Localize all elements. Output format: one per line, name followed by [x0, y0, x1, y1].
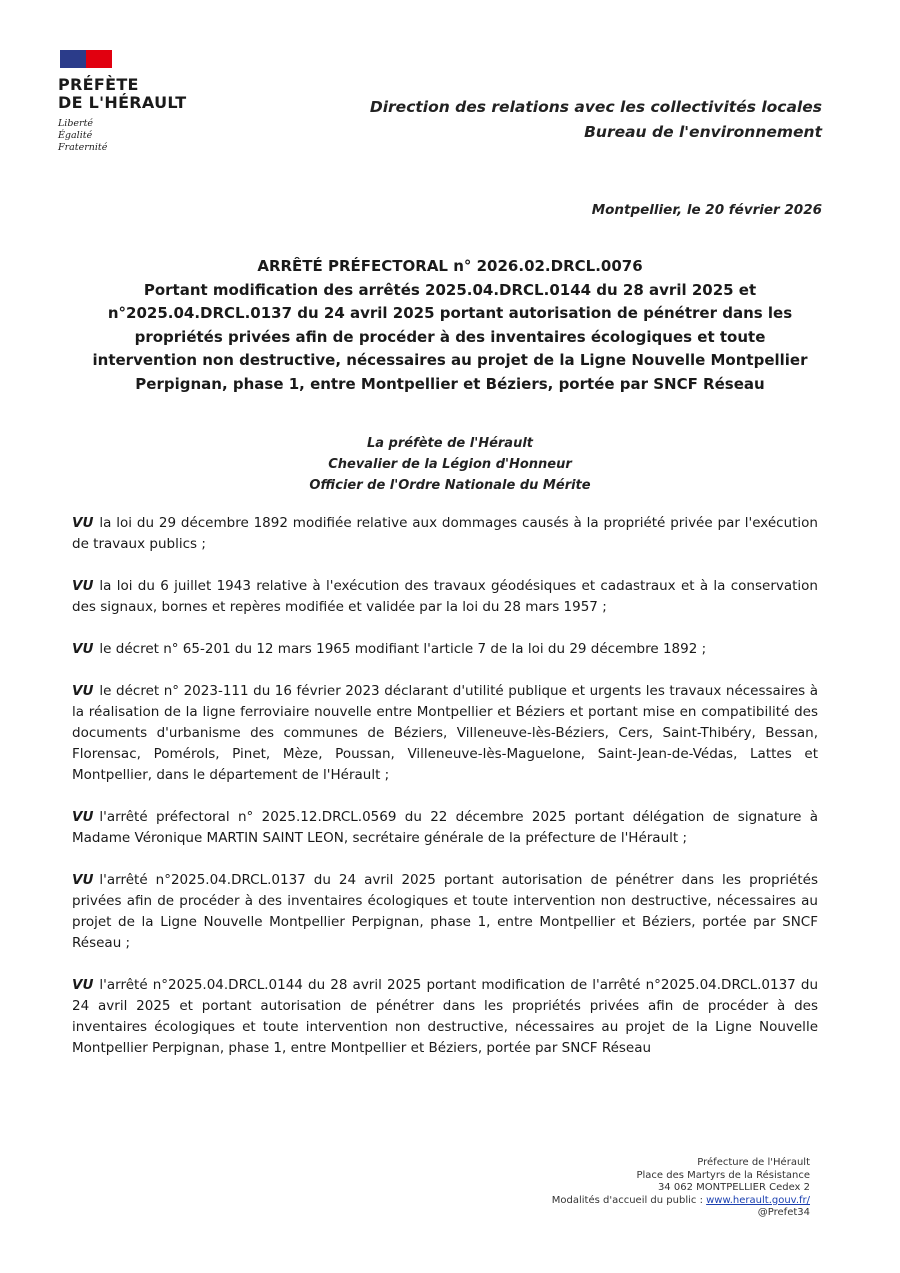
signing-authority: [0, 433, 900, 496]
vu-keyword: VU: [72, 872, 94, 888]
consideration-text: la loi du 6 juillet 1943 relative à l'exécution des travaux géodésiques et cadastraux et à la conservation des signaux, bornes et repères modifiée et validée par la loi du 28 mars 1957 ;: [72, 578, 818, 615]
consideration-text: la loi du 29 décembre 1892 modifiée relative aux dommages causés à la propriété privée par l'exécution de travaux publics ;: [72, 515, 818, 552]
motto-fraternite: Fraternité: [58, 142, 108, 153]
footer-address: [552, 1157, 810, 1220]
consideration-text: l'arrêté n°2025.04.DRCL.0137 du 24 avril 2025 portant autorisation de pénétrer dans les propriétés privées afin de procéder à des inventaires écologiques et toute intervention non destructive, nécessaires au projet de la Ligne Nouvelle Montpellier Perpignan, phase 1, entre Montpellier et Béziers, portée par SNCF Réseau ;: [72, 872, 818, 951]
logo-line-2: DE L'HÉRAULT: [58, 93, 187, 112]
consideration-item: [72, 576, 818, 618]
logo-line-1: PRÉFÈTE: [58, 75, 139, 94]
consideration-item: [72, 513, 818, 555]
vu-keyword: VU: [72, 809, 94, 825]
issuing-department: [370, 95, 822, 145]
title-line: n°2025.04.DRCL.0137 du 24 avril 2025 portant autorisation de pénétrer dans les: [107, 304, 793, 322]
authority-line: Officier de l'Ordre Nationale du Mérite: [309, 478, 591, 493]
republic-motto: [58, 118, 208, 154]
vu-keyword: VU: [72, 578, 94, 594]
website-link[interactable]: www.herault.gouv.fr/: [706, 1194, 810, 1206]
authority-line: Chevalier de la Légion d'Honneur: [328, 457, 572, 472]
date-line: Montpellier, le 20 février 2026: [591, 202, 822, 218]
consideration-text: le décret n° 65-201 du 12 mars 1965 modifiant l'article 7 de la loi du 29 décembre 1892 ;: [99, 641, 707, 657]
footer-access: [552, 1195, 810, 1208]
consideration-item: [72, 870, 818, 954]
vu-keyword: VU: [72, 977, 94, 993]
marianne-flag-icon: [60, 50, 112, 68]
access-label: Modalités d'accueil du public :: [551, 1194, 707, 1206]
footer-line: Préfecture de l'Hérault: [697, 1157, 810, 1168]
consideration-item: [72, 681, 818, 786]
vu-keyword: VU: [72, 683, 94, 699]
considerations: [72, 513, 818, 1059]
footer-line: Place des Martyrs de la Résistance: [636, 1169, 810, 1181]
prefecture-logo: [58, 50, 208, 154]
motto-liberte: Liberté: [58, 118, 94, 129]
title-line: propriétés privées afin de procéder à des inventaires écologiques et toute: [134, 327, 766, 346]
authority-line: La préfète de l'Hérault: [366, 436, 534, 451]
consideration-text: l'arrêté préfectoral n° 2025.12.DRCL.0569 du 22 décembre 2025 portant délégation de signature à Madame Véronique MARTIN SAINT LEON, secrétaire générale de la préfecture de l'Hérault ;: [72, 809, 818, 846]
consideration-item: [72, 975, 818, 1059]
vu-keyword: VU: [72, 515, 94, 531]
consideration-item: [72, 639, 818, 660]
footer-line: 34 062 MONTPELLIER Cedex 2: [657, 1182, 810, 1193]
consideration-text: le décret n° 2023-111 du 16 février 2023 déclarant d'utilité publique et urgents les travaux nécessaires à la réalisation de la ligne ferroviaire nouvelle entre Montpellier et Béziers et portant mise en compatibilité des documents d'urbanisme des communes de Béziers, Villeneuve-lès-Béziers, Cers, Saint-Thibéry, Bessan, Florensac, Pomérols, Pinet, Mèze, Poussan, Villeneuve-lès-Maguelone, Saint-Jean-de-Védas, Lattes et Montpellier, dans le département de l'Hérault ;: [72, 683, 818, 783]
title-line: Perpignan, phase 1, entre Montpellier et Béziers, portée par SNCF Réseau: [135, 374, 765, 393]
motto-egalite: Égalité: [58, 130, 93, 141]
title-line: intervention non destructive, nécessaires au projet de la Ligne Nouvelle Montpellier: [92, 351, 808, 369]
decree-title: [70, 255, 830, 396]
decree-number: ARRÊTÉ PRÉFECTORAL n° 2026.02.DRCL.0076: [257, 257, 643, 275]
direction-name: Direction des relations avec les collectivités locales: [369, 98, 822, 116]
social-handle: @Prefet34: [757, 1207, 810, 1218]
bureau-name: Bureau de l'environnement: [584, 123, 822, 141]
title-line: Portant modification des arrêtés 2025.04.DRCL.0144 du 28 avril 2025 et: [143, 280, 757, 299]
vu-keyword: VU: [72, 641, 94, 657]
consideration-text: l'arrêté n°2025.04.DRCL.0144 du 28 avril 2025 portant modification de l'arrêté n°2025.04.DRCL.0137 du 24 avril 2025 et portant autorisation de pénétrer dans les propriétés privées afin de procéder à des inventaires écologiques et toute intervention non destructive, nécessaires au projet de la Ligne Nouvelle Montpellier Perpignan, phase 1, entre Montpellier et Béziers, portée par SNCF Réseau: [72, 977, 818, 1056]
consideration-item: [72, 807, 818, 849]
